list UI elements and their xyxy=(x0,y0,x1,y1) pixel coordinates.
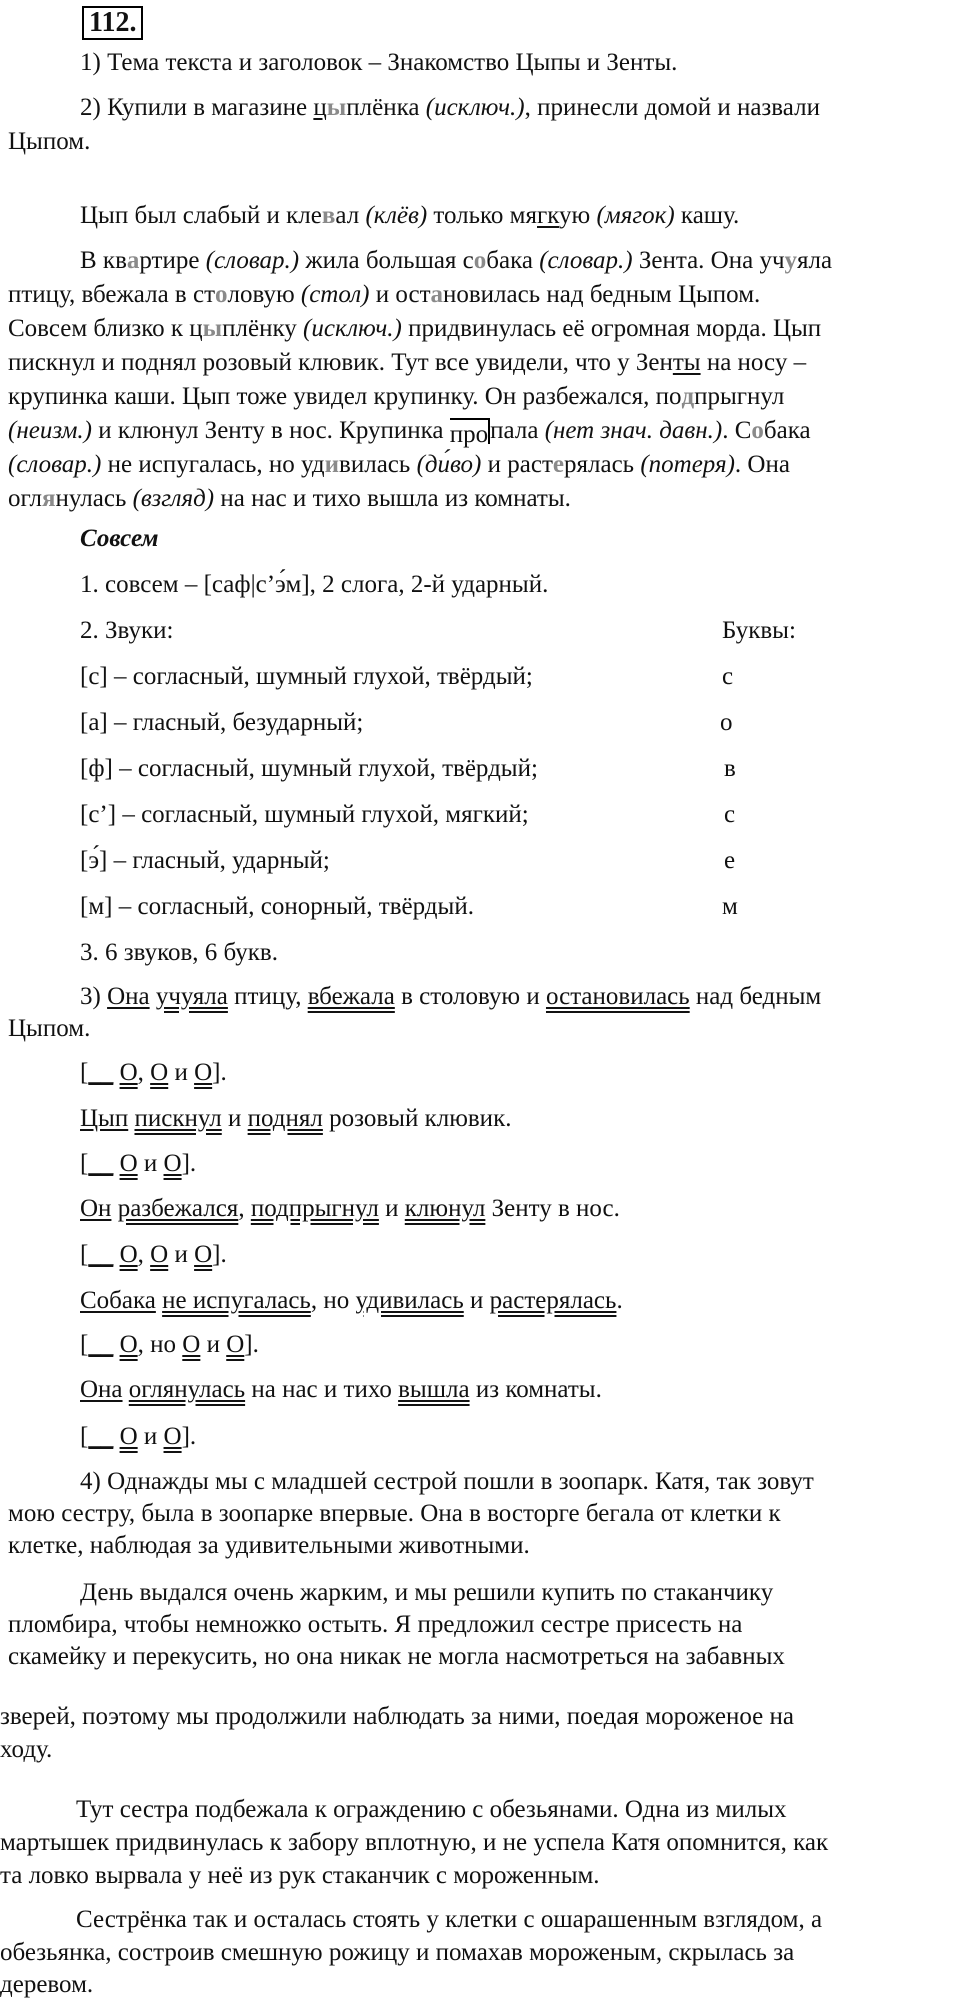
spelling-letter: д xyxy=(681,383,695,410)
scheme-1 xyxy=(80,1058,227,1088)
analysis-item-1: 1. совсем – [саф|с’э́м], 2 слога, 2-й ударный. xyxy=(80,571,549,598)
spelling-letter: а xyxy=(126,247,140,274)
text-run: . Она xyxy=(734,451,790,478)
text-run: , принесли домой и назвали xyxy=(524,94,820,121)
text-run: плёнку xyxy=(222,315,304,342)
predicate: пискнул xyxy=(134,1105,222,1132)
letter-cell: в xyxy=(724,755,736,782)
subject: Собака xyxy=(80,1287,156,1314)
essay-line: обезьянка, состроив смешную рожицу и помахав мороженым, скрылась за xyxy=(0,1939,795,1966)
sentence-1 xyxy=(80,982,821,1012)
scheme-4 xyxy=(80,1330,259,1360)
predicate-mark: О xyxy=(150,1059,169,1086)
sound-row: [ф] – согласный, шумный глухой, твёрдый; xyxy=(80,755,538,782)
text-run: на нас и тихо xyxy=(245,1376,399,1403)
predicate: остановилась xyxy=(545,983,690,1010)
sentence-1-cont: Цыпом. xyxy=(8,1015,91,1042)
spelling-letter: о xyxy=(215,281,228,308)
sentence-5 xyxy=(80,1375,602,1405)
text-run: и xyxy=(137,1150,164,1177)
predicate: учуяла xyxy=(155,983,228,1010)
text-run: и xyxy=(200,1331,227,1358)
essay-line: та ловко вырвала у неё из рук стаканчик с мороженным. xyxy=(0,1862,600,1889)
text-run: пала xyxy=(490,417,545,444)
text-run: , xyxy=(238,1195,251,1222)
text-run: и xyxy=(168,1241,195,1268)
predicate-mark: О xyxy=(119,1241,138,1268)
essay-line: скамейку и перекусить, но она никак не могла насмотреться на забавных xyxy=(8,1643,785,1670)
predicate-mark: О xyxy=(163,1150,182,1177)
letter-cell: с xyxy=(722,663,734,690)
spelling-note: (исключ.) xyxy=(303,315,402,342)
scheme-5 xyxy=(80,1422,196,1452)
letter-cell: о xyxy=(720,709,733,736)
spelling-letter: о xyxy=(473,247,487,274)
text-run: не испугалась, но уд xyxy=(101,451,325,478)
subject: Цып xyxy=(80,1105,129,1132)
predicate: растерялась xyxy=(489,1287,617,1314)
subject-mark: __ xyxy=(88,1331,114,1358)
analysis-item-3: 3. 6 звуков, 6 букв. xyxy=(80,939,278,966)
predicate: вышла xyxy=(398,1376,470,1403)
subject: Она xyxy=(80,1376,123,1403)
spelling-note: (исключ.) xyxy=(425,94,525,121)
predicate-mark: О xyxy=(150,1241,169,1268)
text-run: огл xyxy=(8,485,42,512)
answer-2-line-2: Цыпом. xyxy=(8,128,91,155)
text-run: крупинка каши. Цып тоже увидел крупинку. Он разбежался, по xyxy=(8,383,682,410)
text-run: . С xyxy=(722,417,752,444)
text-line xyxy=(80,201,739,231)
text-line xyxy=(8,484,571,514)
text-run: 3) xyxy=(80,983,108,1010)
subject: Она xyxy=(107,983,150,1010)
text-run: ]. xyxy=(244,1331,259,1358)
predicate: оглянулась xyxy=(128,1376,246,1403)
subject: Он xyxy=(80,1195,112,1222)
text-run: из комнаты. xyxy=(469,1376,602,1403)
text-line xyxy=(8,314,821,344)
spelling-note: (взгляд) xyxy=(132,485,215,512)
subject-mark: __ xyxy=(88,1150,114,1177)
spelling-letter: в xyxy=(321,202,336,229)
text-run: на нас и тихо вышла из комнаты. xyxy=(214,485,571,512)
spelling-letter: ы xyxy=(202,315,223,342)
predicate-mark: О xyxy=(119,1423,138,1450)
text-run: вилась xyxy=(339,451,417,478)
text-run: [ xyxy=(80,1059,89,1086)
sound-row: [э́] – гласный, ударный; xyxy=(80,847,330,874)
text-run: и ост xyxy=(369,281,431,308)
spelling-letter: о xyxy=(751,417,764,444)
predicate: подпрыгнул xyxy=(250,1195,379,1222)
predicate: разбежался xyxy=(117,1195,239,1222)
text-run: жила большая с xyxy=(299,247,474,274)
text-run: , но xyxy=(310,1287,356,1314)
spelling-note: (стол) xyxy=(300,281,370,308)
spelling-letter: е xyxy=(552,451,564,478)
predicate-mark: О xyxy=(119,1331,138,1358)
essay-line: 4) Однажды мы с младшей сестрой пошли в зоопарк. Катя, так зовут xyxy=(80,1468,814,1495)
essay-line: День выдался очень жарким, и мы решили купить по стаканчику xyxy=(80,1579,774,1606)
answer-2-line-1 xyxy=(80,93,820,123)
subject-mark: __ xyxy=(88,1059,114,1086)
text-line xyxy=(8,348,806,378)
text-run: ]. xyxy=(181,1423,197,1450)
spelling-note: (потеря) xyxy=(640,451,735,478)
predicate-mark: О xyxy=(119,1150,138,1177)
text-run: . xyxy=(616,1287,623,1314)
spelling-letter: я xyxy=(41,485,56,512)
sentence-2 xyxy=(80,1104,511,1134)
text-run: бака xyxy=(486,247,540,274)
text-run: ую xyxy=(559,202,597,229)
text-run: и xyxy=(168,1059,195,1086)
text-run: и xyxy=(137,1423,164,1450)
text-run: 2) Купили в магазине xyxy=(80,94,314,121)
spelling-letter: гк xyxy=(537,202,560,229)
text-run: В кв xyxy=(80,247,127,274)
scheme-2 xyxy=(80,1149,196,1179)
exercise-number: 112. xyxy=(82,6,143,40)
text-line xyxy=(80,246,832,276)
text-run: над бедным xyxy=(689,983,822,1010)
text-run: ]. xyxy=(212,1059,227,1086)
spelling-letter: а xyxy=(430,281,443,308)
sounds-label: 2. Звуки: xyxy=(80,617,174,644)
text-run: [ xyxy=(80,1241,89,1268)
text-run: новилась над бедным Цыпом. xyxy=(443,281,761,308)
text-run: , xyxy=(137,1059,151,1086)
text-run: Совсем близко к ц xyxy=(8,315,203,342)
letter-cell: м xyxy=(722,893,738,920)
answer-1-topic: 1) Тема текста и заголовок – Знакомство Цыпы и Зенты. xyxy=(80,49,678,76)
text-run: и клюнул Зенту в нос. Крупинка xyxy=(91,417,450,444)
text-run: [ xyxy=(80,1150,89,1177)
sound-row: [м] – согласный, сонорный, твёрдый. xyxy=(80,893,474,920)
spelling-note: (словар.) xyxy=(205,247,300,274)
prefix-mark: про xyxy=(450,418,490,444)
spelling-note: (мягок) xyxy=(596,202,675,229)
text-run: яла xyxy=(797,247,833,274)
predicate-mark: О xyxy=(194,1059,213,1086)
text-run: придвинулась её огромная морда. Цып xyxy=(401,315,822,342)
text-run: птицу, xyxy=(227,983,308,1010)
text-line xyxy=(8,450,790,480)
subject-mark: __ xyxy=(88,1423,114,1450)
letter-cell: е xyxy=(724,847,736,874)
predicate-mark: О xyxy=(226,1331,245,1358)
essay-line: пломбира, чтобы немножко остыть. Я предложил сестре присесть на xyxy=(8,1611,743,1638)
predicate: клюнул xyxy=(404,1195,486,1222)
text-run: Цып был слабый и кле xyxy=(80,202,322,229)
predicate: поднял xyxy=(247,1105,323,1132)
text-run: Зента. Она уч xyxy=(632,247,785,274)
sound-row: [а] – гласный, безударный; xyxy=(80,709,364,736)
essay-line: мартышек придвинулась к забору вплотную, и не успела Катя опомнится, как xyxy=(0,1829,829,1856)
letter-cell: с xyxy=(724,801,736,828)
text-run: птицу, вбежала в ст xyxy=(8,281,216,308)
sentence-4 xyxy=(80,1286,623,1316)
spelling-letter: у xyxy=(784,247,798,274)
essay-line: зверей, поэтому мы продолжили наблюдать за ними, поедая мороженое на xyxy=(0,1703,794,1730)
text-run: и xyxy=(463,1287,490,1314)
predicate-mark: О xyxy=(194,1241,213,1268)
text-run: в столовую и xyxy=(394,983,546,1010)
sound-row: [с’] – согласный, шумный глухой, мягкий; xyxy=(80,801,529,828)
text-run: кашу. xyxy=(674,202,740,229)
essay-line: ходу. xyxy=(0,1736,53,1763)
sound-row: [с] – согласный, шумный глухой, твёрдый; xyxy=(80,663,533,690)
root-letter: ц xyxy=(313,94,327,121)
predicate: удивилась xyxy=(355,1287,464,1314)
letters-label: Буквы: xyxy=(722,617,796,644)
text-run: , xyxy=(137,1241,151,1268)
spelling-note: (словар.) xyxy=(539,247,633,274)
text-run: [ xyxy=(80,1331,89,1358)
analysis-heading: Совсем xyxy=(80,525,159,552)
text-run: рялась xyxy=(564,451,641,478)
text-run: , но xyxy=(137,1331,183,1358)
text-run: ловую xyxy=(227,281,301,308)
text-run: пискнул и поднял розовый клювик. Тут все увидели, что у Зен xyxy=(8,349,673,376)
spelling-letter: и xyxy=(324,451,340,478)
text-run: и xyxy=(378,1195,405,1222)
text-run: плёнка xyxy=(346,94,426,121)
predicate-mark: О xyxy=(182,1331,201,1358)
spelling-note: (словар.) xyxy=(8,451,102,478)
sentence-3 xyxy=(80,1194,620,1224)
text-run: и раст xyxy=(481,451,553,478)
essay-line: деревом. xyxy=(0,1971,94,1998)
predicate-mark: О xyxy=(163,1423,182,1450)
text-run: розовый клювик. xyxy=(322,1105,512,1132)
text-line xyxy=(8,280,760,310)
text-run: на носу – xyxy=(700,349,807,376)
text-run: ал xyxy=(335,202,366,229)
text-run: Зенту в нос. xyxy=(485,1195,620,1222)
spelling-note: (ди́во) xyxy=(416,451,482,478)
text-run: прыгнул xyxy=(694,383,785,410)
spelling-note: (нет знач. давн.) xyxy=(544,417,723,444)
text-line xyxy=(8,382,784,412)
text-run: бака xyxy=(763,417,811,444)
text-run: и xyxy=(221,1105,248,1132)
text-line xyxy=(8,416,811,449)
text-run: ]. xyxy=(181,1150,197,1177)
spelling-note: (неизм.) xyxy=(8,417,92,444)
subject-mark: __ xyxy=(88,1241,114,1268)
essay-line: Тут сестра подбежала к ограждению с обезьянами. Одна из милых xyxy=(76,1796,787,1823)
essay-line: мою сестру, была в зоопарке впервые. Она в восторге бегала от клетки к xyxy=(8,1500,781,1527)
essay-line: Сестрёнка так и осталась стоять у клетки с ошарашенным взглядом, а xyxy=(76,1906,823,1933)
text-run: [ xyxy=(80,1423,89,1450)
text-run: ртире xyxy=(139,247,206,274)
predicate-mark: О xyxy=(119,1059,138,1086)
predicate: вбежала xyxy=(307,983,395,1010)
scheme-3 xyxy=(80,1240,227,1270)
text-run: нулась xyxy=(55,485,133,512)
ending-mark: ты xyxy=(672,349,701,376)
text-run: только мя xyxy=(427,202,537,229)
spelling-letter: ы xyxy=(326,94,347,121)
essay-line: клетке, наблюдая за удивительными животными. xyxy=(8,1532,530,1559)
predicate: не испугалась xyxy=(162,1287,311,1314)
spelling-note: (клёв) xyxy=(365,202,428,229)
text-run: ]. xyxy=(212,1241,227,1268)
